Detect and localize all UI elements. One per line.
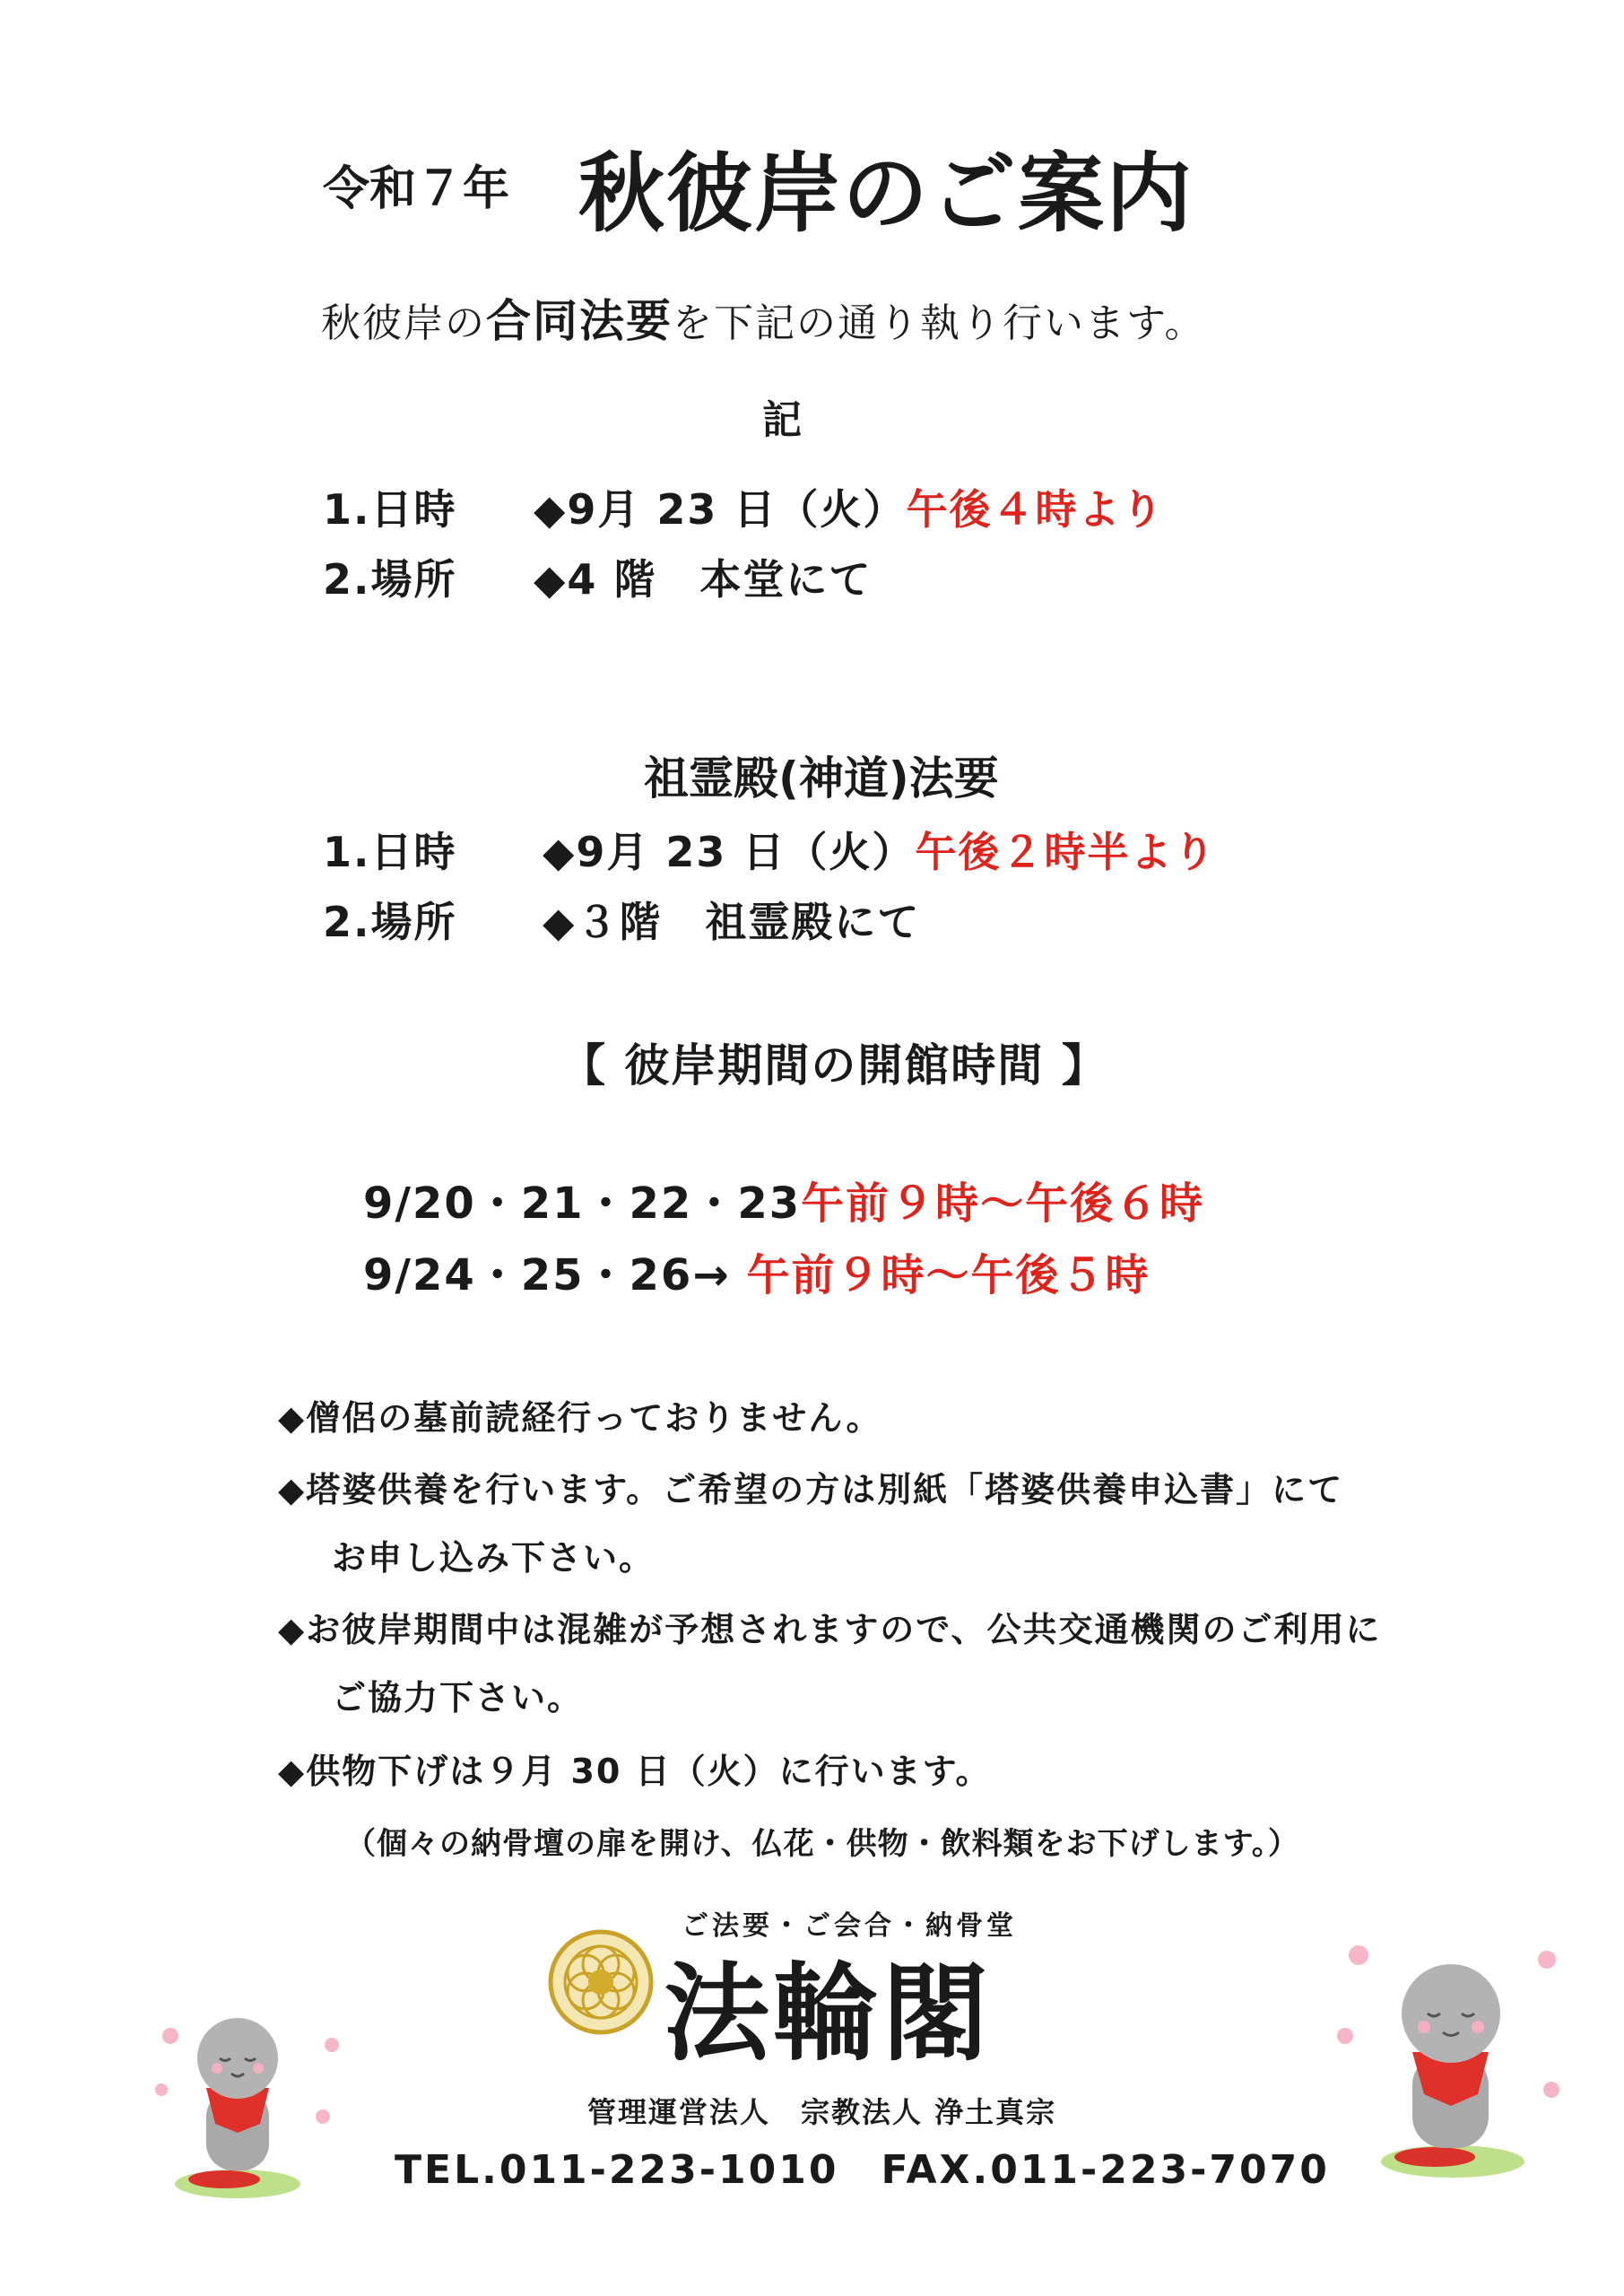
hours-row-1 [363, 1169, 1204, 1231]
intro-pre: 秋彼岸の [321, 300, 486, 346]
note-2: ◆塔婆供養を行います。ご希望の方は別紙「塔婆供養申込書」にて [278, 1470, 1344, 1509]
hours-row-2 [363, 1240, 1151, 1302]
service1-place-value: ◆4 階 本堂にて [534, 555, 873, 604]
hours-dates-1: 9/20・21・22・23 [363, 1178, 802, 1229]
service1-date-value [534, 477, 1164, 536]
service2-place-label: 2.場所 [323, 898, 457, 946]
brand-tagline: ご法要・ご会合・納骨堂 [682, 1910, 1017, 1942]
note-4: ◆供物下げは９月 30 日（火）に行います。 [278, 1752, 992, 1791]
ki-heading: 記 [762, 397, 802, 443]
service2-date-value [543, 820, 1216, 879]
service1-time: 午後４時より [906, 485, 1165, 534]
hours-heading: 【 彼岸期間の開館時間 】 [560, 1039, 1108, 1091]
intro-text [321, 285, 1205, 350]
intro-post: を下記の通り執り行います。 [673, 300, 1206, 346]
page-title: 秋彼岸のご案内 [578, 144, 1194, 244]
service2-heading: 祖霊殿(神道)法要 [644, 752, 999, 804]
service1-place-label: 2.場所 [323, 555, 457, 604]
service2-date-text: ◆9月 23 日（火） [543, 828, 916, 876]
jizo-illustration-left [135, 1982, 359, 2206]
service2-place-value: ◆３階 祖霊殿にて [543, 898, 921, 946]
organization: 管理運営法人 宗教法人 浄土真宗 [587, 2095, 1057, 2129]
note-3: ◆お彼岸期間中は混雑が予想されますので、公共交通機関のご利用に [278, 1610, 1382, 1649]
note-1: ◆僧侶の墓前読経行っておりません。 [278, 1398, 882, 1438]
service1-date-row [323, 477, 456, 536]
jizo-illustration-right [1318, 1919, 1578, 2188]
hours-time-1: 午前９時～午後６時 [801, 1178, 1205, 1229]
brand-name: 法輪閣 [664, 1951, 993, 2075]
title-prefix: 令和７年 [323, 162, 510, 216]
note-4-detail: （個々の納骨壇の扉を開け、仏花・供物・飲料類をお下げします。） [345, 1826, 1299, 1862]
service1-date-label: 1.日時 [323, 485, 457, 534]
note-2b: お申し込み下さい。 [332, 1538, 656, 1578]
service2-time: 午後２時半より [915, 828, 1217, 876]
service2-date-label: 1.日時 [323, 828, 457, 876]
service1-date-text: ◆9月 23 日（火） [534, 485, 907, 534]
hours-dates-2: 9/24・25・26→ [363, 1250, 731, 1300]
intro-emphasis: 合同法要 [486, 295, 673, 347]
lotus-emblem-icon [547, 1928, 655, 2036]
contact-info: TEL.011-223-1010 FAX.011-223-7070 [395, 2147, 1330, 2193]
hours-time-2: 午前９時～午後５時 [746, 1250, 1151, 1300]
note-3b: ご協力下さい。 [332, 1678, 584, 1718]
